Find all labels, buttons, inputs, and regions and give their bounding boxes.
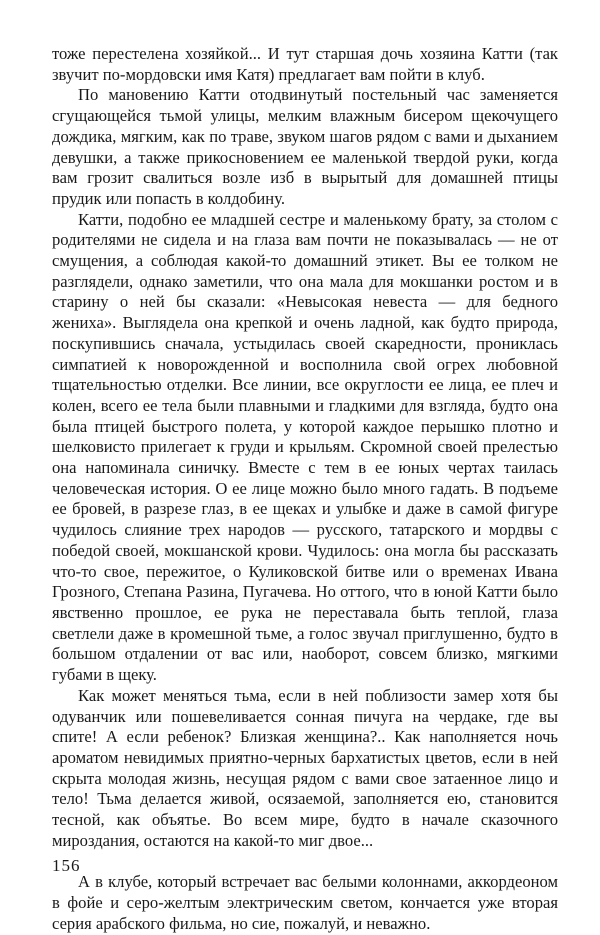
page-body [52, 44, 558, 935]
paragraph-4: Как может меняться тьма, если в ней поблизости замер хотя бы одуванчик или пошевеливается сонная пичуга на чердаке, где вы спите! А если ребенок? Близкая женщина?.. Как наполняется ночь ароматом невидимых приятно-черных бархатистых цветов, если в ней скрыта молодая жизнь, несущая рядом с вами свое затаенное лицо и тело! Тьма делается живой, осязаемой, заполняется ею, становится тесной, как объятье. Во всем мире, будто в начале сказочного мироздания, остаются на какой-то миг двое... [52, 685, 558, 850]
paragraph-3: Катти, подобно ее младшей сестре и маленькому брату, за столом с родителями не сидела и на глаза вам почти не показывалась — не от смущения, а соблюдая какой-то домашний этикет. Вы ее толком не разглядели, однако заметили, что она мала для мокшанки ростом и в старину о ней бы сказали: «Невысокая невеста — для бедного жениха». Выглядела она крепкой и очень ладной, как будто природа, поскупившись сначала, устыдилась своей скаредности, прониклась симпатией к новорожденной и восполнила свой огрех любовной тщательностью отделки. Все линии, все округлости ее лица, ее плеч и колен, всего ее тела были плавными и гладкими для взгляда, будто она была птицей быстрого полета, у которой каждое перышко плотно и шелковисто прилегает к груди и крыльям. Скромной своей прелестью она напоминала синичку. Вместе с тем в ее юных чертах таилась человеческая история. О ее лице можно было много гадать. В подъеме ее бровей, в разрезе глаз, в ее щеках и улыбке и даже в самой фигуре чудилось слияние трех народов — русского, татарского и мордвы с победой своей, мокшанской крови. Чудилось: она могла бы рассказать что-то свое, пережитое, о Куликовской битве или о временах Ивана Грозного, Степана Разина, Пугачева. Но оттого, что в юной Катти было явственно прошлое, ее рука не переставала быть теплой, глаза светлели даже в кромешной тьме, а голос звучал приглушенно, будто в большом отдалении от вас или, наоборот, совсем близко, мягкими губами в щеку. [52, 209, 558, 685]
paragraph-1: тоже перестелена хозяйкой... И тут старшая дочь хозяина Катти (так звучит по-мордовски имя Катя) предлагает вам пойти в клуб. [52, 44, 558, 84]
page-number: 156 [52, 856, 81, 875]
section-gap [52, 851, 558, 872]
paragraph-5: А в клубе, который встречает вас белыми колоннами, аккордеоном в фойе и серо-желтым электрическим светом, кончается уже вторая серия арабского фильма, но сие, пожалуй, и неважно. [52, 872, 558, 933]
paragraph-2: По мановению Катти отодвинутый постельный час заменяется сгущающейся тьмой улицы, мелким влажным бисером щекочущего дождика, мягким, как по траве, звуком шагов рядом с вами и дыханием девушки, а также прикосновением ее маленькой твердой руки, когда вам грозит свалиться возле изб в вырытый для домашней птицы прудик или попасть в колдобину. [52, 85, 558, 208]
